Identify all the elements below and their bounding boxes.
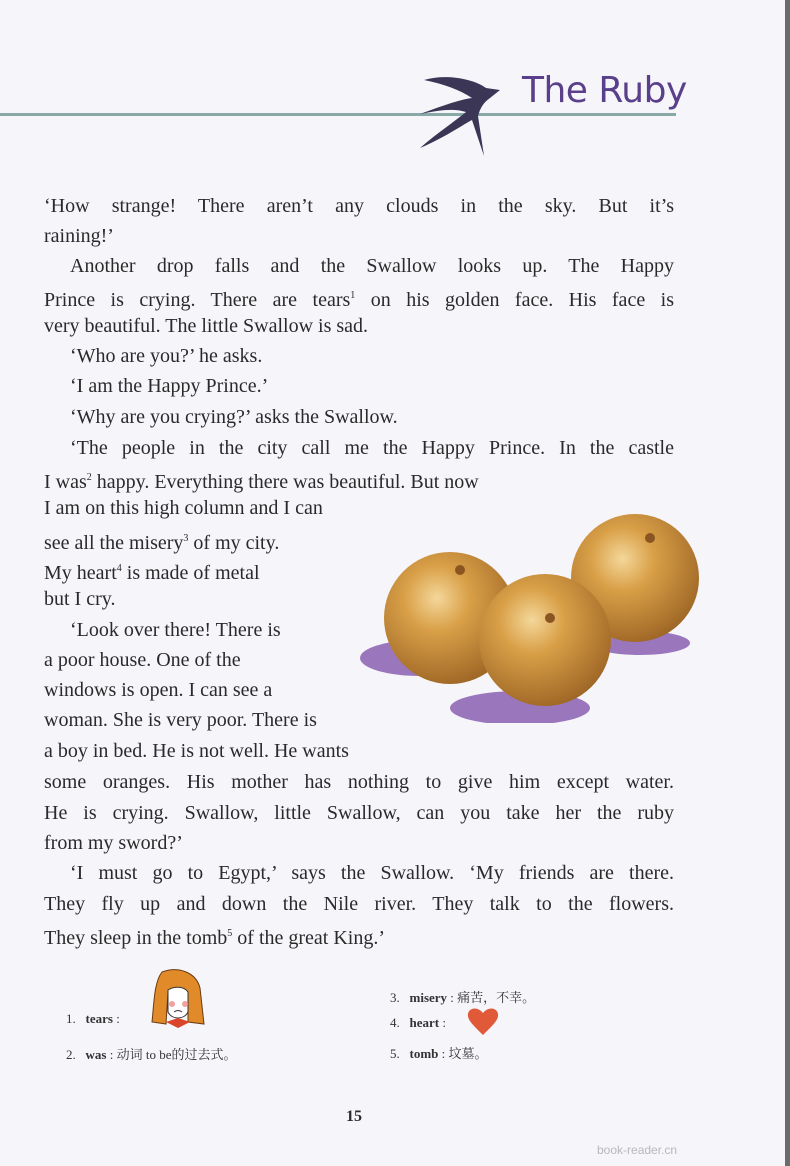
footnote-marker: 4 <box>116 563 122 574</box>
text-line: They fly up and down the Nile river. They talk to the flowers. <box>44 893 674 915</box>
page-edge <box>785 0 790 1166</box>
footnote-marker: 2 <box>86 472 92 483</box>
footnote-marker: 1 <box>350 290 356 301</box>
heart-icon <box>466 1006 500 1036</box>
text-line: a poor house. One of the <box>44 649 241 671</box>
text-line: some oranges. His mother has nothing to give him except water. <box>44 771 674 793</box>
footnote-marker: 3 <box>183 533 189 544</box>
glossary-item-2: 2. was : 动词 to be的过去式。 <box>66 1047 237 1062</box>
text-line: Another drop falls and the Swallow looks up. The Happy <box>70 255 674 277</box>
text-line: ‘The people in the city call me the Happy Prince. In the castle <box>70 437 674 459</box>
glossary-item-3: 3. misery : 痛苦，不幸。 <box>390 990 536 1005</box>
text-line: ‘Who are you?’ he asks. <box>70 345 263 367</box>
text-line: but I cry. <box>44 588 116 610</box>
text-line: My heart$^4$ is made of metal <box>44 562 260 584</box>
text-line: ‘I am the Happy Prince.’ <box>70 375 269 397</box>
text-line: from my sword?’ <box>44 832 183 854</box>
header-rule <box>0 113 676 116</box>
crying-girl-icon <box>148 968 208 1032</box>
page-number: 15 <box>346 1108 362 1125</box>
text-line: see all the misery$^3$ of my city. <box>44 532 280 554</box>
glossary-item-1: 1. tears : <box>66 1011 120 1026</box>
chapter-title: The Ruby <box>522 70 687 111</box>
text-line: ‘Why are you crying?’ asks the Swallow. <box>70 406 398 428</box>
text-line: a boy in bed. He is not well. He wants <box>44 740 349 762</box>
text-line: ‘How strange! There aren’t any clouds in the sky. But it’s <box>44 195 674 217</box>
text-line: ‘I must go to Egypt,’ says the Swallow. ‘My friends are there. <box>70 862 674 884</box>
text-line: windows is open. I can see a <box>44 679 273 701</box>
text-line: I was$^2$ happy. Everything there was beautiful. But now <box>44 471 479 493</box>
swallow-icon <box>414 68 514 158</box>
glossary-item-4: 4. heart : <box>390 1015 446 1030</box>
text-line: I am on this high column and I can <box>44 497 323 519</box>
text-line: very beautiful. The little Swallow is sad. <box>44 315 369 337</box>
footnote-marker: 5 <box>227 928 233 939</box>
text-line: ‘Look over there! There is <box>70 619 281 641</box>
text-line: He is crying. Swallow, little Swallow, can you take her the ruby <box>44 802 674 824</box>
text-line: They sleep in the tomb$^5$ of the great King.’ <box>44 927 386 949</box>
glossary-item-5: 5. tomb : 坟墓。 <box>390 1046 488 1061</box>
text-line: woman. She is very poor. There is <box>44 709 317 731</box>
text-line: raining!’ <box>44 225 114 247</box>
watermark: book-reader.cn <box>597 1143 678 1157</box>
text-line: Prince is crying. There are tears$^1$ on his golden face. His face is <box>44 289 674 311</box>
oranges-illustration <box>350 508 720 723</box>
